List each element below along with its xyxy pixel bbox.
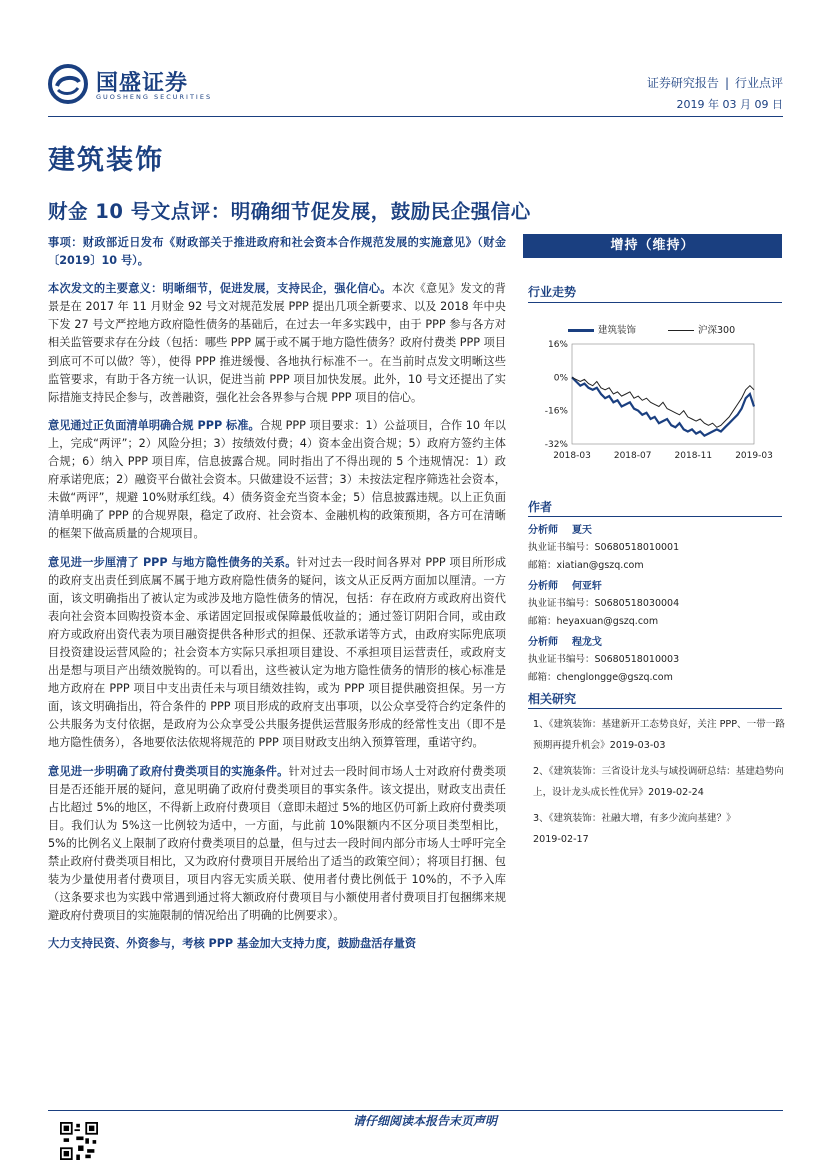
paragraph: [48, 280, 506, 407]
paragraph-lead: 事项：财政部近日发布《财政部关于推进政府和社会资本合作规范发展的实施意见》（财金〔2019〕10 号）。: [48, 236, 506, 268]
cert-label: 执业证书编号：: [528, 654, 595, 665]
related-date: 2019-02-17: [533, 834, 589, 845]
related-item[interactable]: [533, 808, 785, 850]
rating-badge: 增持（维持）: [523, 234, 782, 258]
cert-label: 执业证书编号：: [528, 598, 595, 609]
y-tick-label: -16%: [544, 406, 568, 417]
report-title: 财金 10 号文点评：明确细节促发展，鼓励民企强信心: [48, 200, 531, 223]
industry-heading: 建筑装饰: [48, 145, 164, 176]
authors-list: [528, 522, 782, 687]
disclaimer-note: 请仔细阅读本报告末页声明: [352, 1114, 497, 1128]
report-type-label: 证券研究报告: [646, 76, 719, 90]
email-link[interactable]: xiatian@gszq.com: [556, 560, 644, 571]
paragraph-lead: 意见进一步明确了政府付费类项目的实施条件。: [48, 764, 289, 778]
x-tick-label: 2018-07: [613, 451, 652, 461]
related-date: 2019-02-24: [648, 787, 704, 798]
paragraph-body: 本次《意见》发文的背景是在 2017 年 11 月财金 92 号文对规范发展 PPP 提出几项全新要求、以及 2018 年中央下发 27 号文严控地方政府隐性债务的基础后，在过去一年多实践中，由于 PPP 参与各方对相关监管要求存在分歧（包括：哪些 PPP 属于或不属于地方隐性债务？政府付费类 PPP 项目到底可不可以做？等），使得 PPP 推进缓慢、各地执行标准不一。在当前时点发文明晰这些监管要求，有助于各方统一认识，促进当前 PPP 项目加快发展。此外，10 号文还提出了实际措施支持民企参与，改善融资，强化社会各界参与合规 PPP 项目的信心。: [48, 282, 506, 404]
industry-trend-chart: [528, 318, 782, 468]
report-type: [647, 74, 783, 91]
author-name-line: [528, 578, 782, 595]
email-label: 邮箱：: [528, 672, 557, 683]
paragraph: [48, 554, 506, 753]
related-item[interactable]: [533, 714, 785, 756]
chart-plot: [528, 318, 782, 468]
y-tick-label: 0%: [553, 373, 568, 384]
author-name: 何亚轩: [571, 581, 602, 592]
authors-heading: 作者: [528, 500, 553, 514]
paragraph-body: 针对过去一段时间各界对 PPP 项目所形成的政府支出责任到底属不属于地方政府隐性债务的疑问，该文从正反两方面加以厘清。一方面，该文明确指出了被认定为或涉及地方隐性债务的情况，包括：存在政府方或政府出资代表向社会资本回购投资本金、承诺固定回报或保障最低收益的；通过签订阴阳合同，或由政府方或政府出资代表为项目融资提供各种形式的担保、还款承诺等方式，由政府实际兜底项目投资建设运营风险的；社会资本方实际只承担项目建设、不承担项目运营责任，或政府支出是想与项目产出绩效脱钩的。可以看出，这些被认定为地方隐性债务的情形的核心标准是地方政府在 PPP 项目中支出责任未与项目绩效挂钩，或为 PPP 项目提供融资担保。另一方面，该文明确指出，符合条件的 PPP 项目形成的政府支出事项，以公众享受符合约定条件的公共服务为支付依据，是政府为公众享受公共服务提供运营服务形成的经常性支出（即不是地方隐性债务），各地要依法依规将规范的 PPP 项目财政支出纳入预算管理，重诺守约。: [48, 555, 507, 750]
legend-label-index: 沪深300: [698, 325, 736, 336]
brand-name: 国盛证券: [96, 71, 189, 96]
paragraph: [48, 417, 506, 544]
related-research-list: [533, 714, 785, 855]
footer-divider: [48, 1110, 783, 1111]
author-block: [528, 578, 782, 631]
author-name: 夏天: [571, 525, 592, 536]
email-link[interactable]: heyaxuan@gszq.com: [556, 616, 659, 627]
email-label: 邮箱：: [528, 560, 557, 571]
cert-number: S0680518030004: [594, 598, 680, 609]
section-divider: [528, 516, 782, 517]
brand-name-en: GUOSHENG SECURITIES: [96, 93, 213, 101]
paragraph-lead: 本次发文的主要意义：明晰细节，促进发展，支持民企，强化信心。: [48, 282, 392, 296]
paragraph-lead: 大力支持民资、外资参与，考核 PPP 基金加大支持力度，鼓励盘活存量资: [48, 937, 417, 951]
qr-code-icon: [60, 1122, 98, 1160]
email-link[interactable]: chenglongge@gszq.com: [556, 672, 673, 683]
author-role: 分析师: [528, 581, 558, 592]
report-date: 2019 年 03 月 09 日: [676, 98, 783, 111]
author-role: 分析师: [528, 637, 558, 648]
section-divider: [528, 302, 782, 303]
x-tick-label: 2018-11: [674, 451, 713, 461]
logo-mark-icon: [48, 64, 88, 104]
related-heading: 相关研究: [528, 692, 577, 706]
author-block: [528, 634, 782, 687]
author-email: [528, 669, 782, 687]
trend-heading: 行业走势: [528, 285, 577, 299]
cert-number: S0680518010001: [594, 542, 680, 553]
related-title: 1、《建筑装饰：基建新开工态势良好，关注 PPP、一带一路预期再提升机会》: [533, 719, 785, 751]
y-tick-label: 16%: [547, 340, 568, 350]
legend-label-industry: 建筑装饰: [598, 325, 637, 336]
cert-number: S0680518010003: [594, 654, 680, 665]
brand-logo: [48, 64, 228, 104]
header-divider: [48, 116, 783, 117]
author-block: [528, 522, 782, 575]
section-divider: [528, 708, 782, 709]
paragraph: [48, 935, 506, 953]
author-cert: [528, 539, 782, 557]
author-name-line: [528, 522, 782, 539]
author-cert: [528, 651, 782, 669]
paragraph: [48, 234, 506, 270]
report-subtype-label: 行业点评: [734, 76, 783, 90]
chart-frame: [572, 344, 754, 444]
paragraph: [48, 763, 506, 926]
paragraph-lead: 意见通过正负面清单明确合规 PPP 标准。: [48, 418, 260, 432]
paragraph-lead: 意见进一步厘清了 PPP 与地方隐性债务的关系。: [48, 555, 297, 569]
x-tick-label: 2019-03: [735, 451, 773, 461]
author-email: [528, 613, 782, 631]
related-title: 3、《建筑装饰：社融大增，有多少流向基建？》: [533, 813, 736, 824]
author-name: 程龙戈: [571, 637, 602, 648]
related-date: 2019-03-03: [609, 740, 666, 751]
cert-label: 执业证书编号：: [528, 542, 595, 553]
related-item[interactable]: [533, 761, 785, 803]
author-name-line: [528, 634, 782, 651]
y-tick-label: -32%: [544, 440, 568, 450]
author-email: [528, 557, 782, 575]
paragraph-body: 合规 PPP 项目要求：1）公益项目，合作 10 年以上，完成“两评”；2）风险分担；3）按绩效付费；4）资本金出资合规；5）政府方签约主体合规；6）纳入 PPP 项目库，信息披露合规。同时指出了不得出现的 5 个违规情况：1）政府承诺兜底；2）融资平台做社会资本。只做建设不运营；3）未按法定程序筛选社会资本，未做“两评”，规避 10%财承红线。4）债务资金充当资本金；5）信息披露违规。以上正负面清单明确了 PPP 的合规界限，稳定了政府、社会资本、金融机构的政策预期，各方可在清晰的框架下做高质量的合规项目。: [48, 418, 506, 541]
author-role: 分析师: [528, 525, 558, 536]
main-body: [48, 234, 506, 963]
email-label: 邮箱：: [528, 616, 557, 627]
x-tick-label: 2018-03: [553, 451, 591, 461]
author-cert: [528, 595, 782, 613]
series-line-index: [572, 377, 754, 427]
related-title: 2、《建筑装饰：三省设计龙头与域投调研总结：基建趋势向上，设计龙头成长性优异》: [533, 766, 784, 798]
separator: |: [724, 76, 729, 90]
paragraph-body: 针对过去一段时间市场人士对政府付费类项目是否还能开展的疑问，意见明确了政府付费类项目的事实条件。该文提出，财政支出责任占比超过 5%的地区，不得新上政府付费项目（意即未超过 5%的地区仍可新上政府付费类项目。我们认为 5%这一比例较为适中，一方面，与此前 10%限额内不区分项目类型相比，5%的比例名义上限制了政府付费类项目的总量，但与过去一段时间内部分市场人士呼吁完全禁止政府付费类项目相比，又为政府付费项目开展给出了适当的政策空间）；将项目打捆、包装为少量使用者付费项目，项目内容无实质关联、使用者付费比例低于 10%的，不予入库（这条要求也为实践中常遇到通过将大额政府付费项目与小额使用者付费项目打包捆绑来规避政府付费项目的实施限制的情况给出了明确的比例要求）。: [48, 764, 506, 923]
